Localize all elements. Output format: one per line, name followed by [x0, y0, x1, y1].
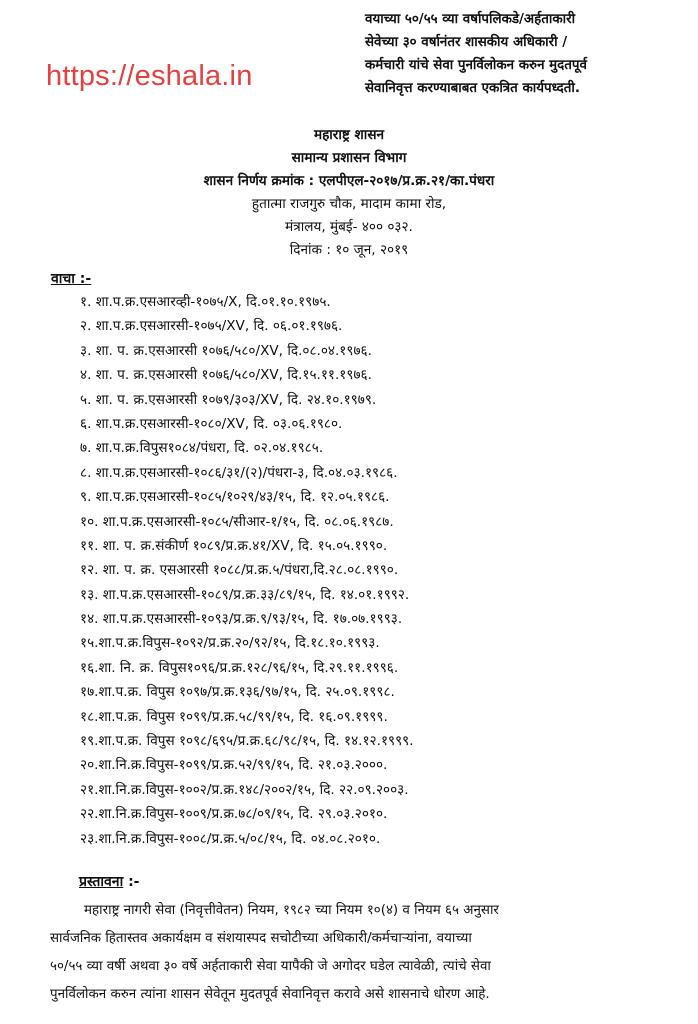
preamble-line: पुनर्विलोकन करुन त्यांना शासन सेवेतून मुदतपूर्व सेवानिवृत्त करावे असे शासनाचे धोरण आहे.	[50, 987, 490, 1002]
reference-item: ६. शा.प.क्र.एसआरसी-१०८०/XV, दि. ०३.०६.१९८०.	[80, 415, 343, 432]
address-line-2: मंत्रालय, मुंबई- ४०० ०३२.	[285, 219, 413, 235]
subject-line: वयाच्या ५०/५५ व्या वर्षापलिकडे/अर्हताकारी	[365, 12, 576, 27]
department-name: सामान्य प्रशासन विभाग	[291, 150, 407, 166]
reference-item: २०.शा.नि.क्र.विपुस-१०९९/प्र.क्र.५२/९९/१५, दि. २१.०३.२०००.	[80, 757, 388, 774]
reference-item: १२. शा. प. क्र. एसआरसी १०८८/प्र.क्र.५/पंधरा,दि.२८.०८.१९९०.	[80, 562, 399, 579]
reference-item: ८. शा.प.क्र.एसआरसी-१०८६/३१/(२)/पंधरा-३, दि.०४.०३.१९८६.	[80, 464, 398, 481]
preamble-heading-suffix: :-	[123, 874, 140, 890]
address-line-1: हुतात्मा राजगुरु चौक, मादाम कामा रोड,	[251, 196, 447, 212]
subject-block	[365, 8, 685, 100]
preamble-line: सार्वजनिक हितास्तव अकार्यक्षम व संशयास्पद सचोटीच्या अधिकारी/कर्मचाऱ्यांना, वयाच्या	[50, 931, 472, 946]
reference-item: १६.शा. नि. क्र. विपुस१०९६/प्र.क्र.१२८/९६/१५, दि.२९.११.१९९६.	[80, 659, 399, 676]
reference-item: ११. शा. प. क्र.संकीर्ण १०८९/प्र.क्र.४१/XV, दि. १५.०५.१९९०.	[80, 537, 388, 554]
reference-item: २२.शा.नि.क्र.विपुस-१००९/प्र.क्र.७८/०९/१५, दि. २९.०३.२०१०.	[80, 806, 388, 823]
preamble-heading	[79, 872, 140, 891]
preamble-line: महाराष्ट्र नागरी सेवा (निवृत्तीवेतन) नियम, १९८२ च्या नियम १०(४) व नियम ६५ अनुसार	[50, 903, 499, 918]
subject-line: कर्मचारी यांचे सेवा पुनर्विलोकन करुन मुदतपूर्व	[365, 58, 587, 73]
reference-item: १८.शा.प.क्र. विपुस १०९९/प्र.क्र.५८/९९/१५, दि. १६.०९.१९९९.	[80, 708, 388, 725]
reference-item: ५. शा. प. क्र.एसआरसी १०७९/३०३/XV, दि. २४.१०.१९७९.	[80, 391, 377, 408]
reference-item: ४. शा. प. क्र.एसआरसी १०७६/५८०/XV, दि.१५.११.१९७६.	[80, 367, 372, 384]
document-date: दिनांक : १० जून, २०१९	[289, 242, 409, 258]
reference-item: ३. शा. प. क्र.एसआरसी १०७६/५८०/XV, दि.०८.०४.१९७६.	[80, 342, 372, 359]
preamble-paragraph	[50, 897, 650, 1009]
reference-item: २. शा.प.क्र.एसआरसी-१०७५/XV, दि. ०६.०१.१९७६.	[80, 318, 343, 335]
subject-line: सेवेच्या ३० वर्षानंतर शासकीय अधिकारी /	[365, 35, 568, 50]
subject-line: सेवानिवृत्त करण्याबाबत एकत्रित कार्यपध्दती.	[365, 81, 580, 96]
reference-item: १७.शा.प.क्र. विपुस १०९७/प्र.क्र.१३६/९७/१५, दि. २५.०९.१९९८.	[80, 684, 395, 701]
reference-item: ७. शा.प.क्र.विपुस१०८४/पंधरा, दि. ०२.०४.१९८५.	[80, 440, 324, 457]
read-heading: वाचा :-	[51, 271, 92, 287]
reference-item: १५.शा.प.क्र.विपुस-१०९२/प्र.क्र.२०/९२/१५, दि.१८.१०.१९९३.	[80, 635, 380, 652]
reference-item: १. शा.प.क्र.एसआरव्ही-१०७५/X, दि.०१.१०.१९७५.	[80, 294, 331, 310]
reference-item: १०. शा.प.क्र.एसआरसी-१०८५/सीआर-१/१५, दि. ०८.०६.१९८७.	[80, 513, 394, 530]
preamble-heading-text: प्रस्तावना	[79, 874, 124, 890]
reference-item: २१.शा.नि.क्र.विपुस-१००२/प्र.क्र.१४८/२००२/१५, दि. २२.०९.२००३.	[80, 781, 409, 798]
reference-item: ९. शा.प.क्र.एसआरसी-१०८५/१०२९/४३/१५, दि. १२.०५.१९८६.	[80, 489, 390, 506]
reference-list	[80, 290, 414, 851]
reference-item: १९.शा.प.क्र. विपुस १०९८/६९५/प्र.क्र.६८/९८/१५, दि. १४.१२.१९९९.	[80, 733, 414, 750]
reference-item: १३. शा.प.क्र.एसआरसी-१०८९/प्र.क्र.३३/८९/१५, दि. १४.०१.१९९२.	[80, 586, 410, 603]
preamble-line: ५०/५५ व्या वर्षी अथवा ३० वर्षे अर्हताकारी सेवा यापैकी जे अगोदर घडेल त्यावेळी, त्यांचे सेवा	[50, 959, 491, 974]
reference-item: १४. शा.प.क्र.एसआरसी-१०९३/प्र.क्र.९/९३/१५, दि. १७.०७.१९९३.	[80, 611, 403, 628]
government-name: महाराष्ट्र शासन	[313, 127, 385, 143]
watermark-url: https://eshala.in	[46, 60, 253, 92]
gr-number: शासन निर्णय क्रमांक : एलपीएल-२०१७/प्र.क्र.२१/का.पंधरा	[203, 173, 495, 189]
reference-item: २३.शा.नि.क्र.विपुस-१००८/प्र.क्र.५/०८/१५, दि. ०४.०८.२०१०.	[80, 830, 381, 847]
document-header	[0, 124, 698, 262]
